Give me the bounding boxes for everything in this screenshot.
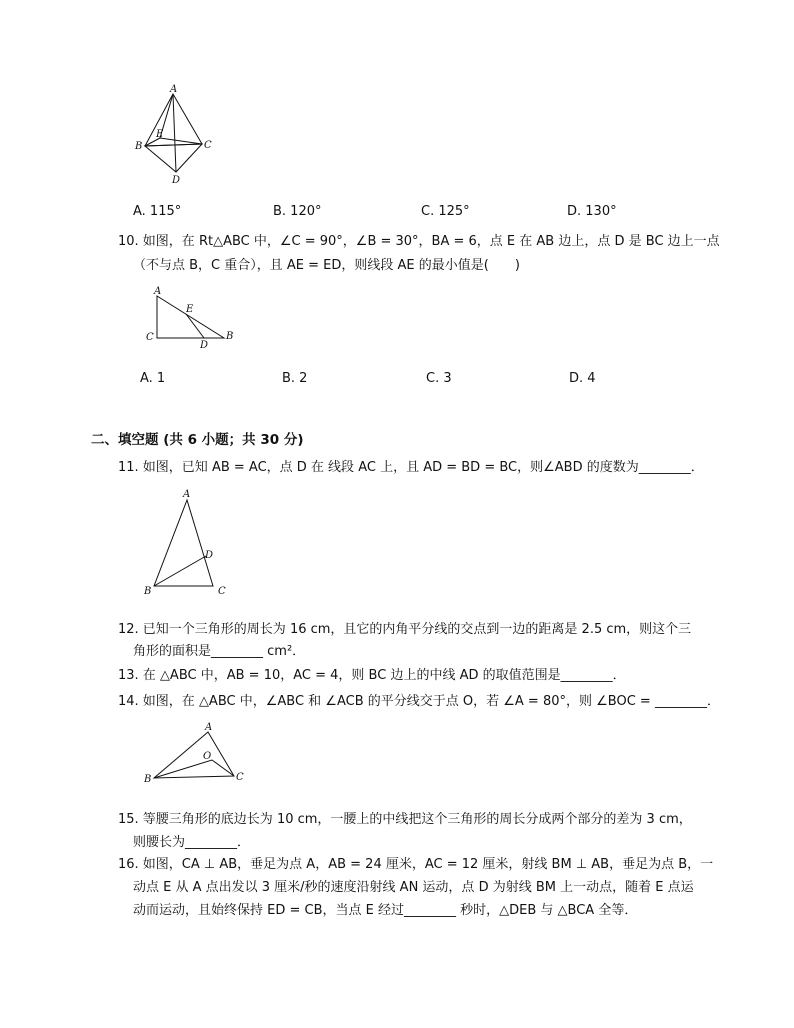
q9-option-c[interactable]: C. 125° xyxy=(421,204,470,219)
q14-label-b: B xyxy=(144,774,152,785)
q15-text-line1: 15. 等腰三角形的底边长为 10 cm，一腰上的中线把这个三角形的周长分成两个部分的差为 3 cm， xyxy=(118,812,692,827)
q10-figure xyxy=(140,284,240,350)
q11-figure xyxy=(140,486,240,598)
q14-label-a: A xyxy=(205,722,213,733)
q9-label-a: A xyxy=(170,84,178,95)
q16-text-line3: 动而运动，且始终保持 ED = CB，当点 E 经过________ 秒时，△DEB 与 △BCA 全等． xyxy=(133,903,638,918)
q11-label-d: D xyxy=(205,550,214,561)
q10-option-b[interactable]: B. 2 xyxy=(282,371,308,386)
q13-text-line1: 13. 在 △ABC 中，AB = 10，AC = 4，则 BC 边上的中线 AD 的取值范围是________． xyxy=(118,668,626,683)
q9-label-d: D xyxy=(172,175,181,186)
q9-figure xyxy=(130,82,220,190)
q9-option-a[interactable]: A. 115° xyxy=(133,204,182,219)
q16-text-line1: 16. 如图，CA ⊥ AB，垂足为点 A，AB = 24 厘米，AC = 12 厘米，射线 BM ⊥ AB，垂足为点 B，一 xyxy=(118,857,714,872)
q14-label-o: O xyxy=(203,751,212,762)
q10-text-line1: 10. 如图，在 Rt△ABC 中，∠C = 90°，∠B = 30°，BA = 6，点 E 在 AB 边上，点 D 是 BC 边上一点 xyxy=(118,234,720,249)
q12-text-line1: 12. 已知一个三角形的周长为 16 cm，且它的内角平分线的交点到一边的距离是 2.5 cm，则这个三 xyxy=(118,622,692,637)
q9-label-e: E xyxy=(156,129,164,140)
section-heading: 二、填空题 (共 6 小题；共 30 分) xyxy=(91,432,304,448)
q10-option-a[interactable]: A. 1 xyxy=(140,371,166,386)
q14-figure xyxy=(140,720,250,788)
q11-label-b: B xyxy=(144,586,152,597)
q9-option-d[interactable]: D. 130° xyxy=(567,204,617,219)
q9-label-b: B xyxy=(135,141,143,152)
q15-text-line2: 则腰长为________． xyxy=(133,835,251,850)
q10-label-a: A xyxy=(154,286,162,297)
q11-label-c: C xyxy=(218,586,226,597)
q11-label-a: A xyxy=(183,489,191,500)
q10-label-b: B xyxy=(226,331,234,342)
q11-text-line1: 11. 如图，已知 AB = AC，点 D 在 线段 AC 上，且 AD = BD = BC，则∠ABD 的度数为________． xyxy=(118,460,704,475)
q10-label-e: E xyxy=(186,304,194,315)
q9-label-c: C xyxy=(204,140,212,151)
q12-text-line2: 角形的面积是________ cm²． xyxy=(133,644,306,659)
q16-text-line2: 动点 E 从 A 点出发以 3 厘米/秒的速度沿射线 AN 运动，点 D 为射线 BM 上一动点，随着 E 点运 xyxy=(133,880,694,895)
q14-text-line1: 14. 如图，在 △ABC 中，∠ABC 和 ∠ACB 的平分线交于点 O，若 ∠A = 80°，则 ∠BOC = ________． xyxy=(118,694,720,709)
q14-label-c: C xyxy=(236,772,244,783)
q10-label-c: C xyxy=(146,332,154,343)
q10-text-line2: （不与点 B，C 重合），且 AE = ED，则线段 AE 的最小值是( ) xyxy=(133,258,520,273)
q10-option-d[interactable]: D. 4 xyxy=(569,371,596,386)
q9-option-b[interactable]: B. 120° xyxy=(273,204,322,219)
q10-option-c[interactable]: C. 3 xyxy=(426,371,452,386)
q10-label-d: D xyxy=(200,340,209,350)
